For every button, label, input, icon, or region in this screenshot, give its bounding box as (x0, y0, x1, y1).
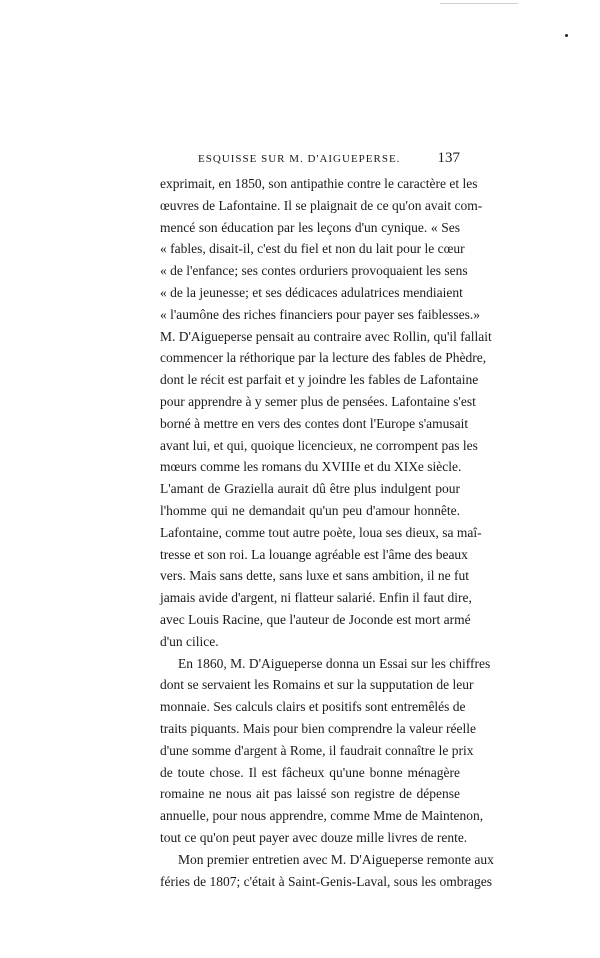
running-header (160, 150, 460, 170)
text-line: monnaie. Ses calculs clairs et positifs sont entremêlés de (160, 699, 466, 715)
text-line: tout ce qu'on peut payer avec douze mille livres de rente. (160, 829, 468, 845)
text-line: de toute chose. Il est fâcheux qu'une bonne ménagère (160, 764, 460, 780)
text-line: M. D'Aigueperse pensait au contraire avec Rollin, qu'il fallait (160, 328, 492, 344)
text-line: En 1860, M. D'Aigueperse donna un Essai sur les chiffres (178, 655, 491, 671)
text-line: exprimait, en 1850, son antipathie contre le caractère et les (160, 176, 478, 191)
text-line: dont se servaient les Romains et sur la supputation de leur (160, 677, 474, 693)
text-line: commencer la réthorique par la lecture des fables de Phèdre, (160, 350, 487, 366)
text-line: avec Louis Racine, que l'auteur de Joconde est mort armé (160, 611, 471, 627)
text-line: dont le récit est parfait et y joindre les fables de Lafontaine (160, 372, 479, 388)
text-line: « fables, disait-il, c'est du fiel et non du lait pour le cœur (160, 241, 465, 257)
text-line: mœurs comme les romans du XVIIIe et du XIXe siècle. (160, 459, 462, 475)
text-line: « de l'enfance; ses contes orduriers provoquaient les sens (160, 263, 468, 279)
text-line: borné à mettre en vers des contes dont l'Europe s'amusait (160, 415, 469, 431)
text-line: traits piquants. Mais pour bien comprendre la valeur réelle (160, 720, 477, 736)
text-line: jamais avide d'argent, ni flatteur salarié. Enfin il faut dire, (160, 590, 472, 606)
text-line: « de la jeunesse; et ses dédicaces adulatrices mendiaient (160, 284, 463, 300)
text-line: vers. Mais sans dette, sans luxe et sans ambition, il ne fut (160, 568, 469, 584)
text-line: Lafontaine, comme tout autre poète, loua ses dieux, sa maî- (160, 524, 482, 540)
text-line: avant lui, et qui, quoique licencieux, ne corrompent pas les (160, 437, 478, 453)
text-line: annuelle, pour nous apprendre, comme Mme de Maintenon, (160, 808, 484, 824)
text-line: d'un cilice. (160, 633, 219, 649)
page-number: 137 (437, 150, 460, 166)
scan-speck (565, 34, 568, 37)
text-line: L'amant de Graziella aurait dû être plus indulgent pour (160, 481, 460, 497)
body-text (160, 173, 494, 892)
text-line: Mon premier entretien avec M. D'Aigueperse remonte aux (178, 851, 494, 867)
text-line: romaine ne nous ait pas laissé son registre de dépense (160, 786, 460, 802)
text-line: pour apprendre à y semer plus de pensées. Lafontaine s'est (160, 393, 476, 409)
text-line: l'homme qui ne demandait qu'un peu d'amour honnête. (160, 502, 460, 518)
text-line: « l'aumône des riches financiers pour payer ses faiblesses.» (160, 306, 480, 322)
text-line: tresse et son roi. La louange agréable est l'âme des beaux (160, 546, 468, 562)
scan-edge-line (440, 3, 518, 4)
text-line: féries de 1807; c'était à Saint-Genis-Laval, sous les ombrages (160, 873, 492, 889)
text-line: d'une somme d'argent à Rome, il faudrait connaître le prix (160, 742, 474, 758)
text-line: mencé son éducation par les leçons d'un cynique. « Ses (160, 219, 460, 235)
running-title: ESQUISSE SUR M. D'AIGUEPERSE. (198, 153, 401, 165)
text-line: œuvres de Lafontaine. Il se plaignait de ce qu'on avait com- (160, 197, 483, 213)
